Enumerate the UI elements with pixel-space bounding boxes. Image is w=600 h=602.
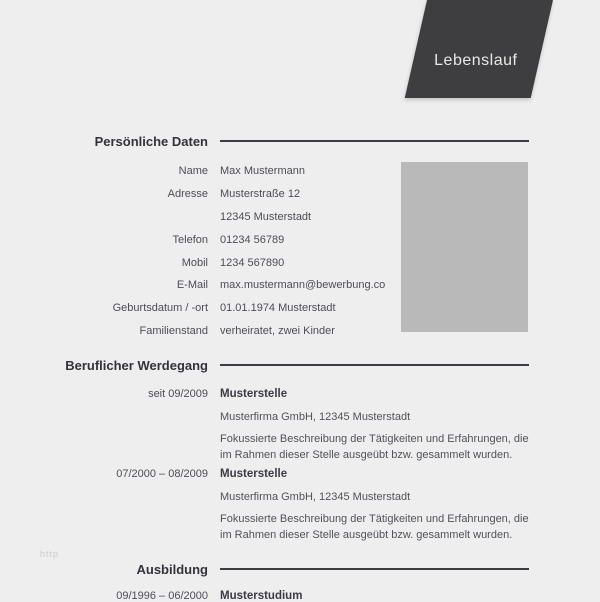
personal-data-row bbox=[0, 320, 385, 343]
row-value: Max Mustermann bbox=[220, 165, 305, 178]
section-education-rule bbox=[220, 568, 529, 570]
section-career-rule bbox=[220, 364, 529, 366]
entry-body bbox=[220, 388, 532, 463]
personal-data-list bbox=[0, 160, 385, 342]
personal-data-row bbox=[0, 297, 385, 320]
banner-title: Lebenslauf bbox=[434, 52, 518, 69]
row-value: verheiratet, zwei Kinder bbox=[220, 324, 335, 337]
personal-data-row bbox=[0, 183, 385, 206]
education-entry bbox=[0, 590, 532, 602]
entry-date: 07/2000 – 08/2009 bbox=[116, 468, 208, 480]
section-career-title: Beruflicher Werdegang bbox=[65, 357, 208, 373]
entry-title: Musterstudium bbox=[220, 590, 303, 602]
personal-data-row bbox=[0, 206, 385, 229]
entry-title: Musterstelle bbox=[220, 468, 288, 480]
entry-description: Fokussierte Beschreibung der Tätigkeiten und Erfahrungen, die im Rahmen dieser Stelle ausgeübt bzw. gesammelt wurden. bbox=[220, 513, 529, 541]
section-personal-title: Persönliche Daten bbox=[94, 133, 208, 149]
row-label: Familienstand bbox=[139, 324, 208, 337]
row-label: Name bbox=[178, 165, 208, 178]
section-career-heading bbox=[0, 358, 529, 372]
personal-data-row bbox=[0, 228, 385, 251]
row-value: 1234 567890 bbox=[220, 256, 285, 269]
lebenslauf-banner bbox=[405, 0, 553, 98]
career-entry bbox=[0, 388, 532, 463]
personal-data-row bbox=[0, 274, 385, 297]
entry-body bbox=[220, 590, 532, 602]
row-value: Musterstraße 12 bbox=[220, 188, 301, 201]
section-education-heading bbox=[0, 562, 529, 576]
section-education-title: Ausbildung bbox=[136, 561, 208, 577]
row-value: max.mustermann@bewerbung.co bbox=[220, 279, 386, 292]
entry-company: Musterfirma GmbH, 12345 Musterstadt bbox=[220, 491, 411, 503]
entry-company: Musterfirma GmbH, 12345 Musterstadt bbox=[220, 411, 411, 423]
entry-body bbox=[220, 468, 532, 543]
row-label: Mobil bbox=[181, 256, 208, 269]
row-label: Geburtsdatum / -ort bbox=[112, 302, 208, 315]
section-personal-heading bbox=[0, 134, 529, 148]
career-entry bbox=[0, 468, 532, 543]
entry-title: Musterstelle bbox=[220, 388, 288, 400]
personal-data-row bbox=[0, 160, 385, 183]
personal-data-row bbox=[0, 251, 385, 274]
photo-placeholder bbox=[401, 162, 528, 332]
watermark-http: http bbox=[40, 549, 60, 559]
entry-date: seit 09/2009 bbox=[148, 388, 208, 400]
entry-date: 09/1996 – 06/2000 bbox=[116, 590, 208, 602]
row-label: E-Mail bbox=[176, 279, 208, 292]
row-value: 01.01.1974 Musterstadt bbox=[220, 302, 336, 315]
section-personal-rule bbox=[220, 140, 529, 142]
row-label: Telefon bbox=[172, 233, 208, 246]
entry-description: Fokussierte Beschreibung der Tätigkeiten und Erfahrungen, die im Rahmen dieser Stelle ausgeübt bzw. gesammelt wurden. bbox=[220, 433, 529, 461]
row-label: Adresse bbox=[167, 188, 208, 201]
row-value: 12345 Musterstadt bbox=[220, 210, 312, 223]
row-value: 01234 56789 bbox=[220, 233, 285, 246]
